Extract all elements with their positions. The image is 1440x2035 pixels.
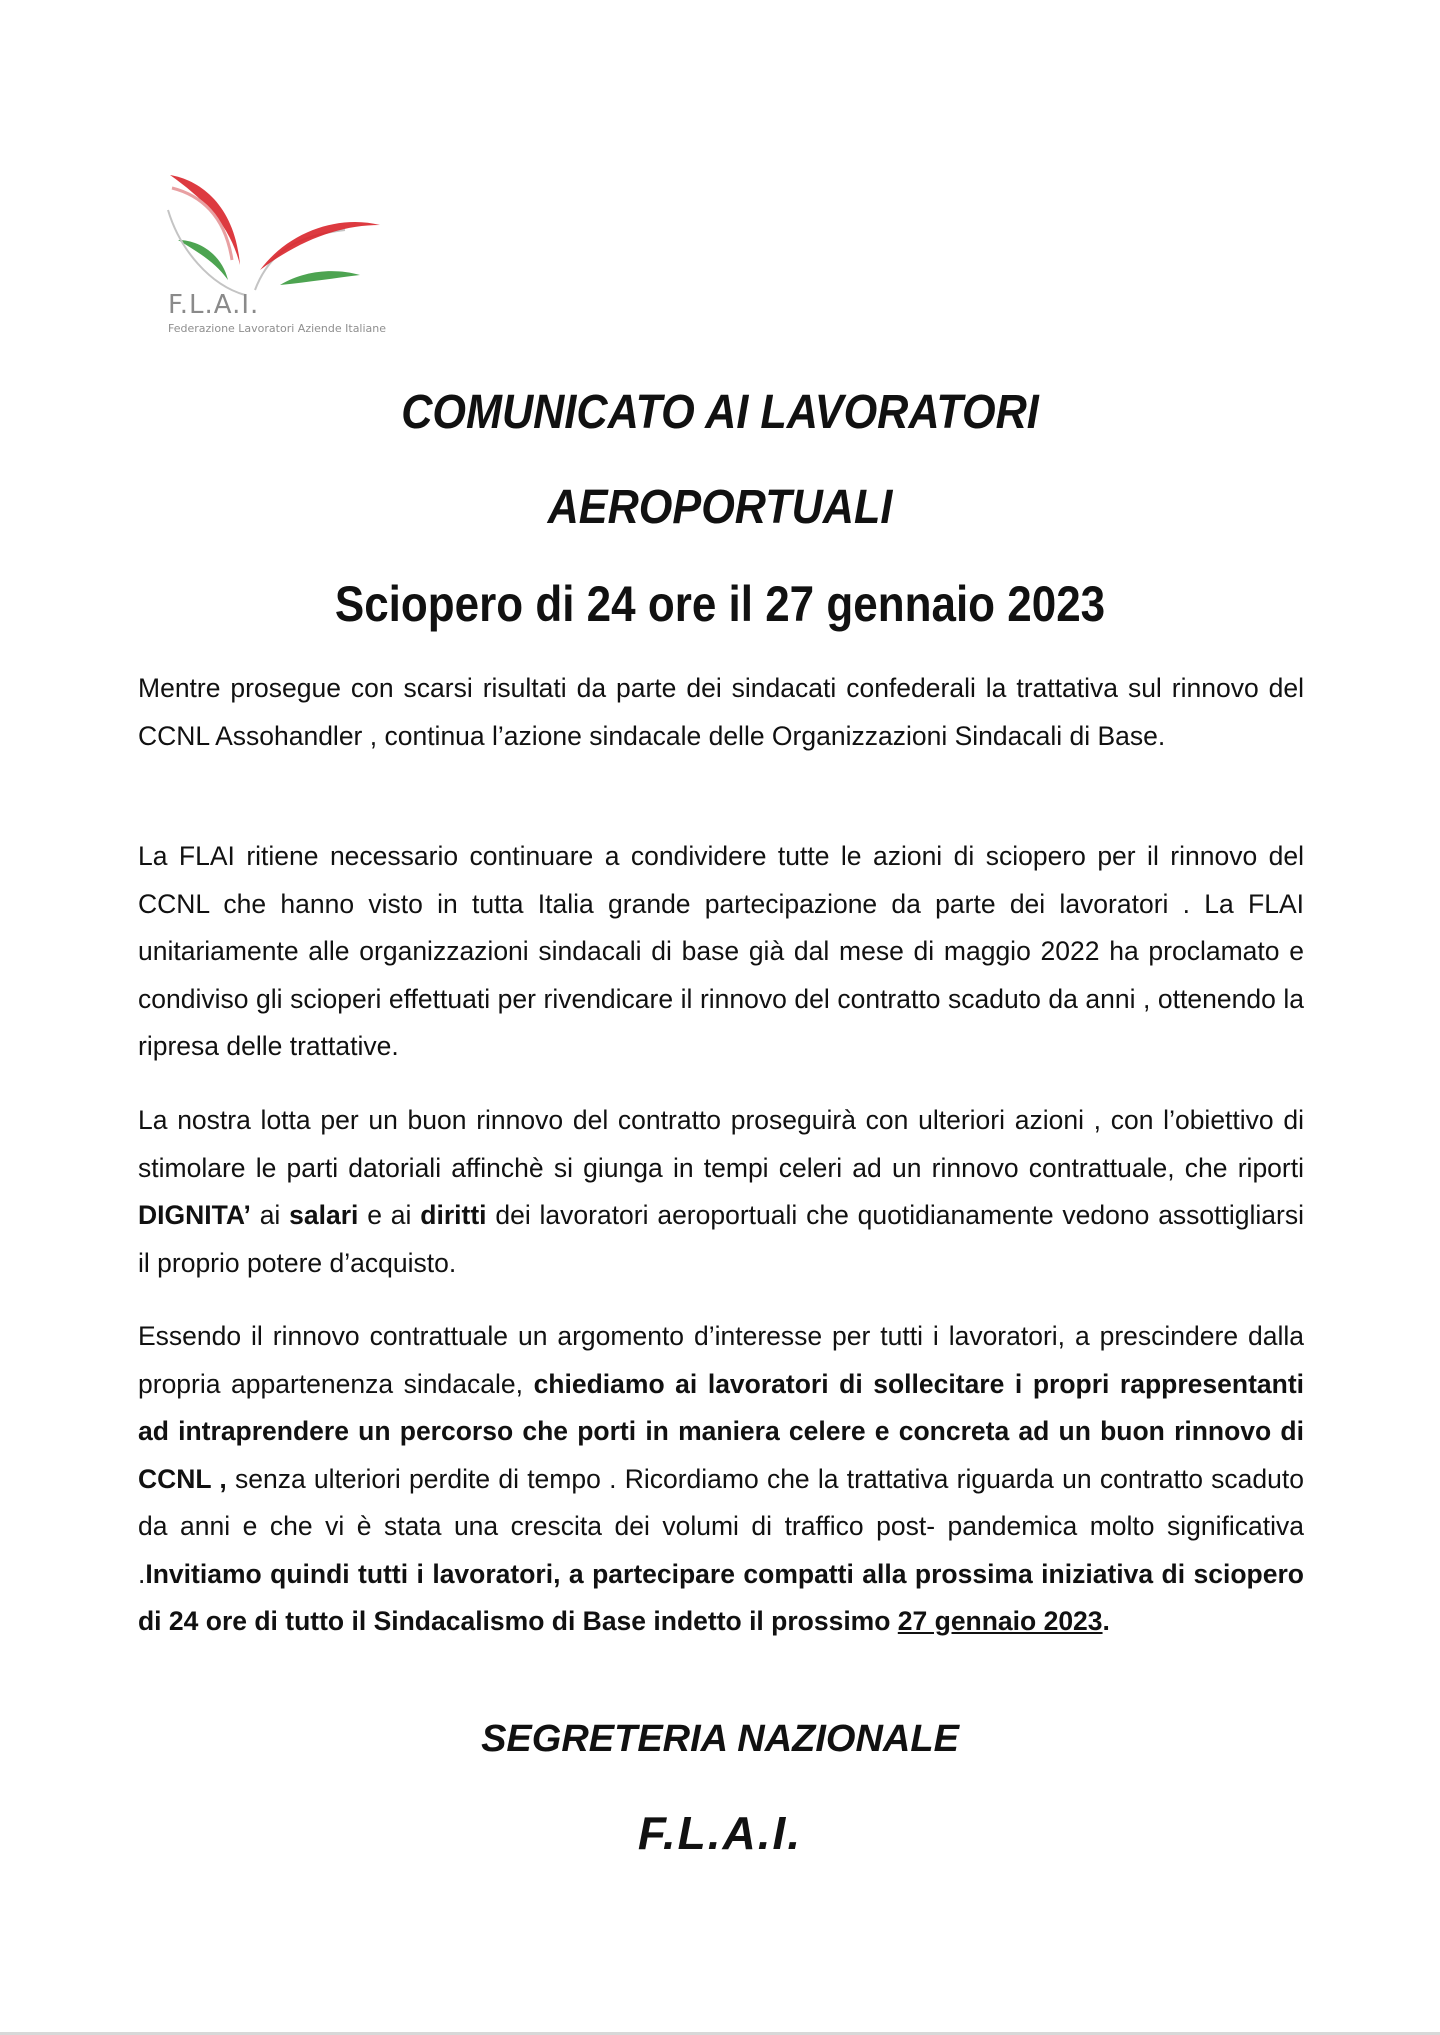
- p3-text-2: ai: [250, 1200, 290, 1230]
- p4-bold-invitation: Invitiamo quindi tutti i lavoratori, a partecipare compatti alla prossima iniziativa di sciopero di 24 ore di tutto il Sindacalismo di Base indetto il prossimo: [138, 1558, 1304, 1636]
- p4-strike-date: 27 gennaio 2023: [897, 1606, 1103, 1636]
- p3-bold-salari: salari: [289, 1200, 359, 1230]
- p4-text-2: senza ulteriori perdite di tempo . Ricordiamo che la trattativa riguarda un contratto scaduto da anni e che vi è stata una crescita dei volumi di traffico post- pandemica molto significativa .: [138, 1463, 1304, 1589]
- p3-bold-dignita: DIGNITA’: [138, 1200, 251, 1230]
- title-line-1: COMUNICATO AI LAVORATORI: [401, 386, 1039, 439]
- paragraph-2: La FLAI ritiene necessario continuare a condividere tutte le azioni di sciopero per il rinnovo del CCNL che hanno visto in tutta Italia grande partecipazione da parte dei lavoratori . La FLAI unitariamente alle organizzazioni sindacali di base già dal mese di maggio 2022 ha proclamato e condiviso gli scioperi effettuati per rivendicare il rinnovo del contratto scaduto da anni , ottenendo la ripresa delle trattative.: [138, 841, 1304, 1061]
- flai-logo: [160, 170, 400, 345]
- paragraph-3: [138, 1097, 1304, 1287]
- flai-logo-wings-icon: [160, 170, 400, 300]
- logo-red-wing-right: [260, 222, 380, 270]
- signature-organization: F.L.A.I.: [637, 1807, 803, 1859]
- p3-text-1: La nostra lotta per un buon rinnovo del contratto proseguirà con ulteriori azioni , con l’obiettivo di stimolare le parti datoriali affinchè si giunga in tempi celeri ad un rinnovo contrattuale, che riporti: [138, 1105, 1304, 1183]
- logo-green-wing-right: [280, 271, 360, 285]
- subtitle-strike-date: Sciopero di 24 ore il 27 gennaio 2023: [334, 576, 1106, 632]
- paragraph-1: Mentre prosegue con scarsi risultati da parte dei sindacati confederali la trattativa sul rinnovo del CCNL Assohandler , continua l’azione sindacale delle Organizzazioni Sindacali di Base.: [138, 673, 1304, 751]
- p4-period: .: [1102, 1606, 1110, 1636]
- p4-bold-request: chiediamo ai lavoratori di sollecitare i propri rappresentanti ad intraprendere un percorso che porti in maniera celere e concreta ad un buon rinnovo di CCNL ,: [138, 1368, 1305, 1494]
- p4-text-1: Essendo il rinnovo contrattuale un argomento d’interesse per tutti i lavoratori, a prescindere dalla propria appartenenza sindacale,: [138, 1321, 1304, 1399]
- logo-acronym: F.L.A.I.: [168, 290, 260, 320]
- paragraph-4: [138, 1313, 1304, 1646]
- p3-bold-diritti: diritti: [420, 1200, 487, 1230]
- p3-text-4: dei lavoratori aeroportuali che quotidianamente vedono assottigliarsi il proprio potere d’acquisto.: [138, 1200, 1304, 1278]
- p3-text-3: e ai: [358, 1200, 421, 1230]
- logo-full-name: Federazione Lavoratori Aziende Italiane: [168, 322, 387, 335]
- title-line-2: AEROPORTUALI: [547, 481, 893, 534]
- signature-secretariat: SEGRETERIA NAZIONALE: [481, 1718, 959, 1760]
